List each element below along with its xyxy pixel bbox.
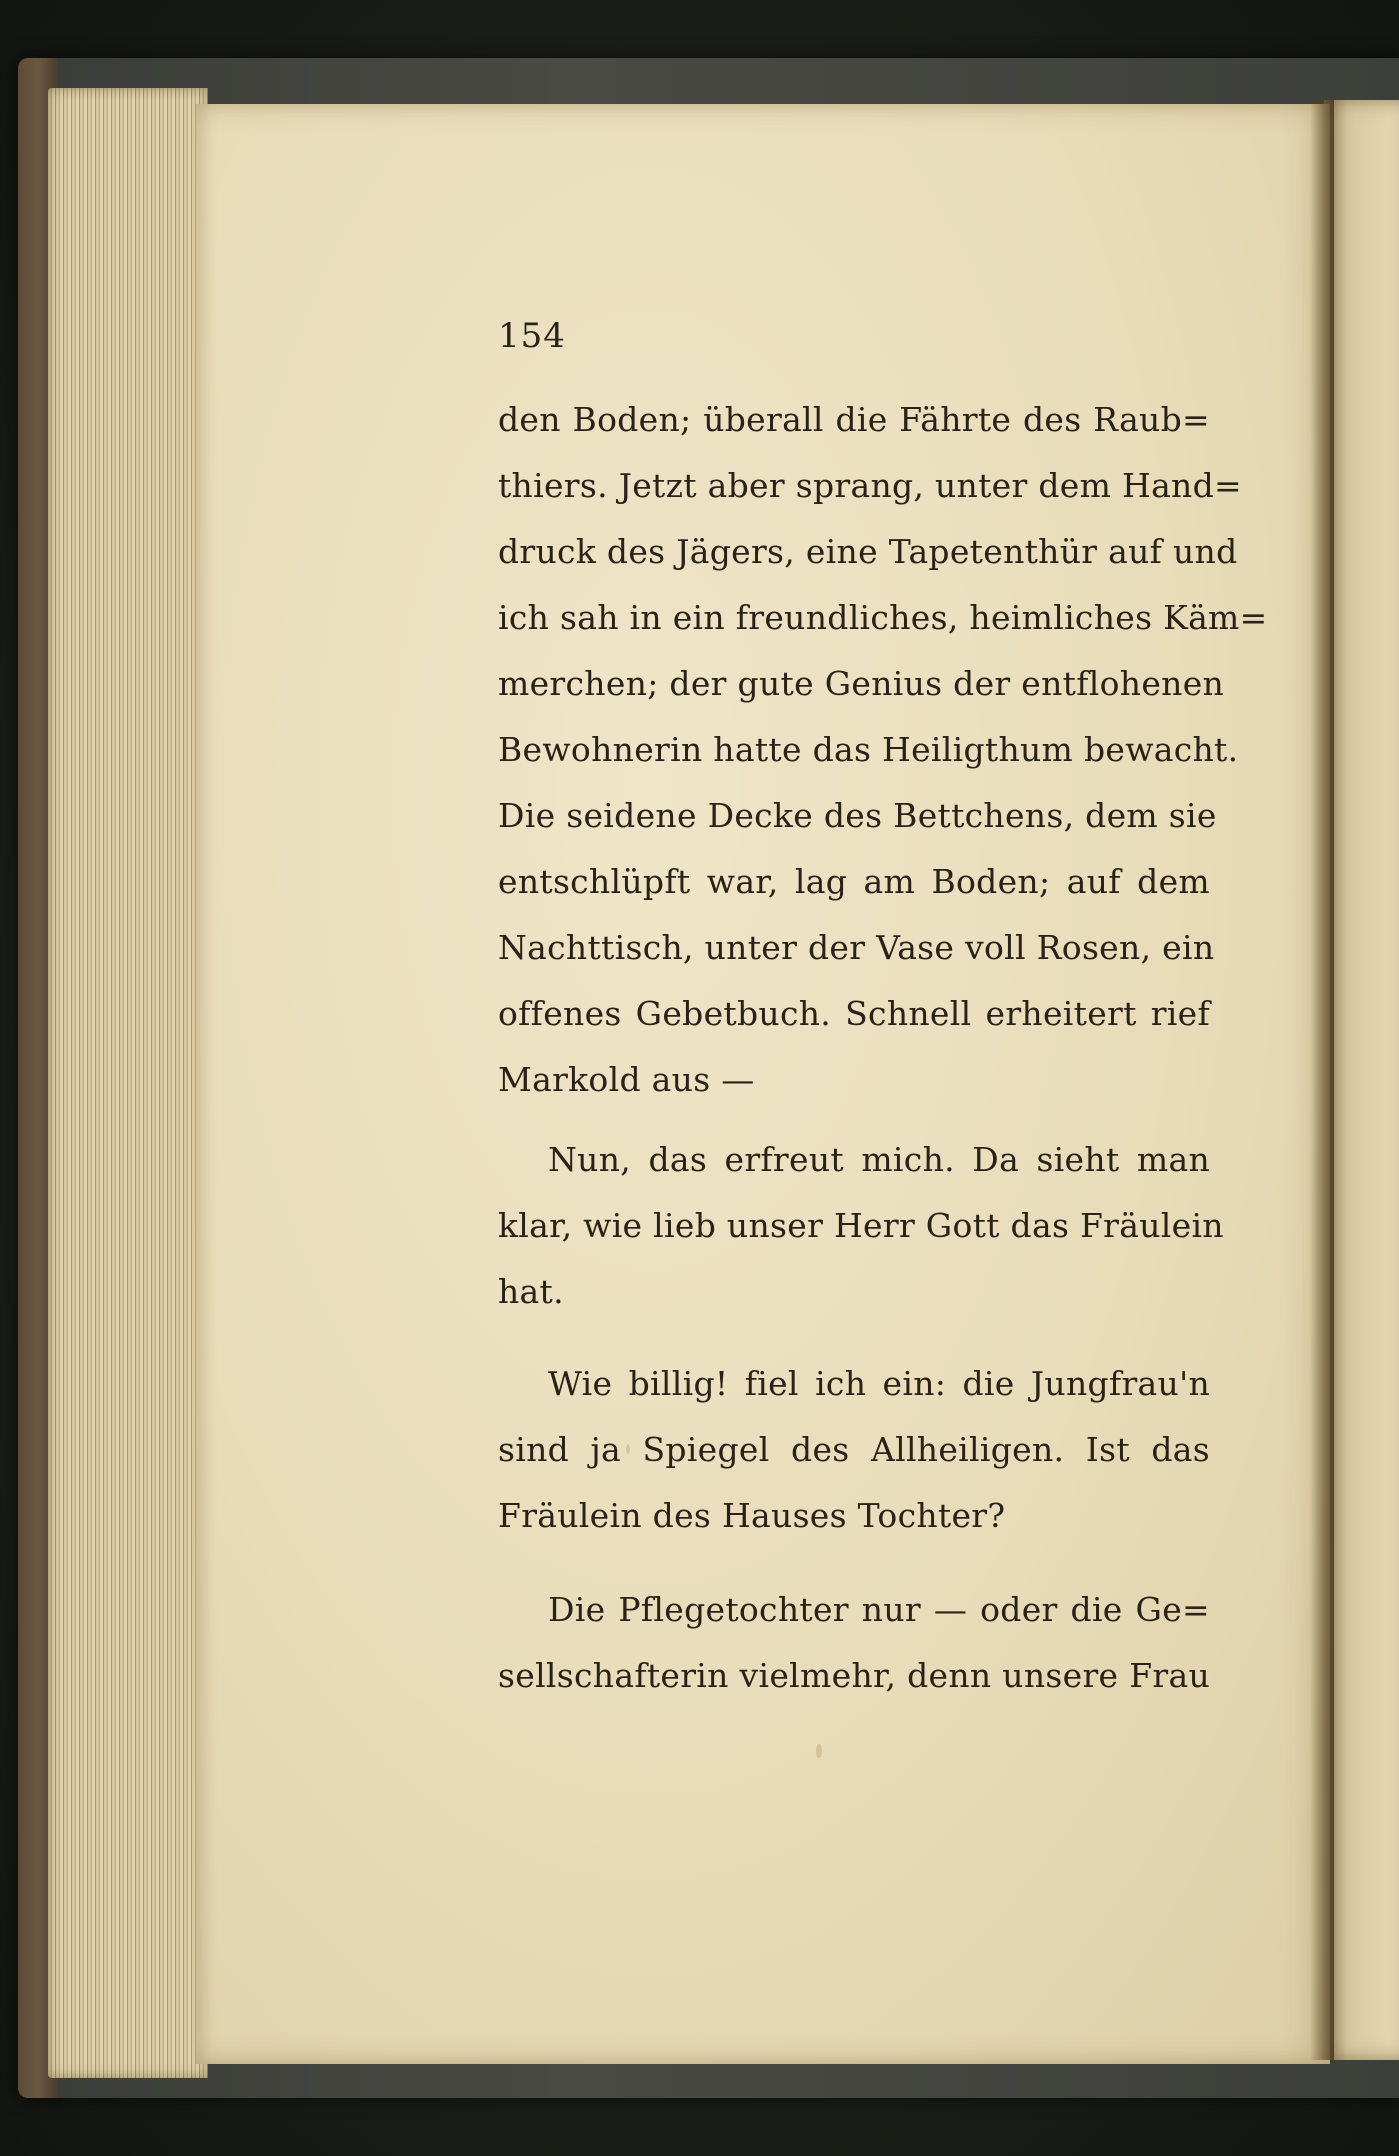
book-gutter	[1310, 100, 1334, 2060]
text-line: den Boden; überall die Fährte des Raub=	[498, 400, 1210, 439]
text-line: Die Pflegetochter nur — oder die Ge=	[548, 1590, 1210, 1629]
text-line: thiers. Jetzt aber sprang, unter dem Hand=	[498, 466, 1242, 505]
text-line: merchen; der gute Genius der entflohenen	[498, 664, 1225, 703]
text-line: offenes Gebetbuch. Schnell erheitert rief	[498, 994, 1210, 1033]
text-line: druck des Jägers, eine Tapetenthür auf und	[498, 532, 1238, 571]
text-line: Die seidene Decke des Bettchens, dem sie	[498, 796, 1217, 835]
text-line: entschlüpft war, lag am Boden; auf dem	[498, 862, 1210, 901]
page-number: 154	[498, 316, 566, 356]
text-line: Fräulein des Hauses Tochter?	[498, 1496, 1006, 1535]
text-line: hat.	[498, 1272, 564, 1311]
text-line: Nun, das erfreut mich. Da sieht man	[548, 1140, 1210, 1179]
text-line: Markold aus —	[498, 1060, 755, 1099]
page-edges	[48, 88, 208, 2078]
text-line: klar, wie lieb unser Herr Gott das Fräulein	[498, 1206, 1224, 1245]
facing-page-edge	[1324, 100, 1399, 2060]
text-line: sind ja Spiegel des Allheiligen. Ist das	[498, 1430, 1210, 1469]
paper-speck	[816, 1744, 822, 1758]
text-line: ich sah in ein freundliches, heimliches Käm=	[498, 598, 1268, 637]
text-line: Nachttisch, unter der Vase voll Rosen, ein	[498, 928, 1215, 967]
text-line: Wie billig! fiel ich ein: die Jungfrau'n	[548, 1364, 1210, 1403]
text-line: Bewohnerin hatte das Heiligthum bewacht.	[498, 730, 1239, 769]
text-line: sellschafterin vielmehr, denn unsere Frau	[498, 1656, 1210, 1695]
